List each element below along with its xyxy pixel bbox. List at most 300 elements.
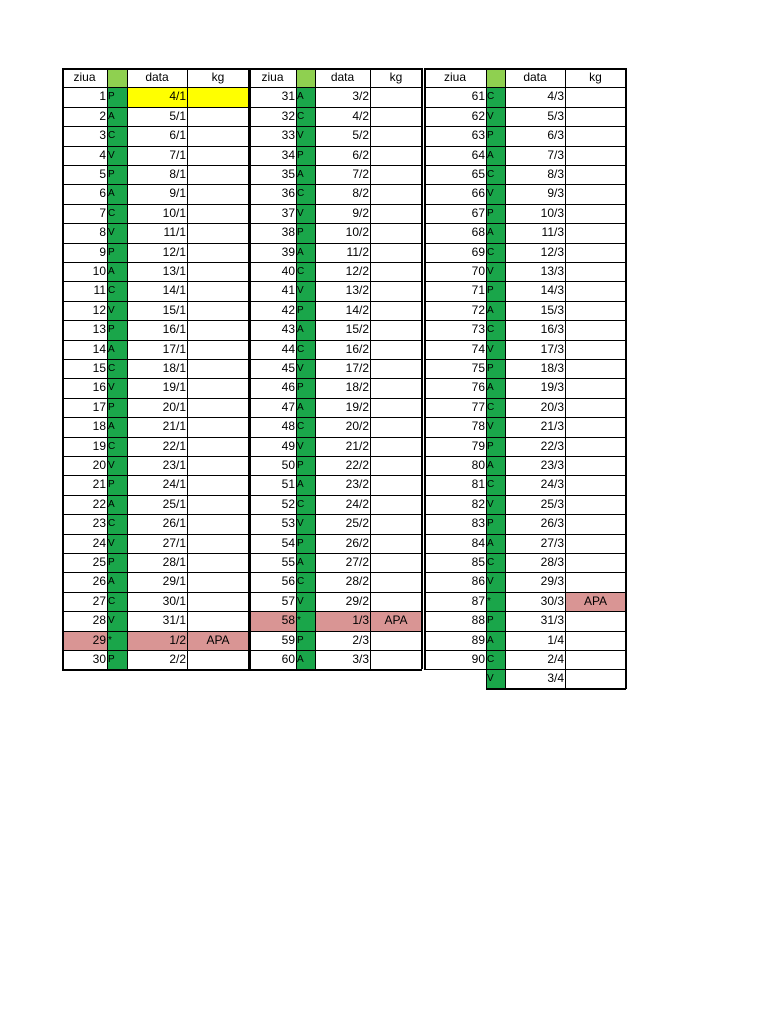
day-number	[424, 669, 486, 688]
kg-cell	[187, 126, 249, 145]
kg-cell	[370, 514, 422, 533]
date-cell: 20/2	[345, 419, 369, 434]
kg-cell	[565, 631, 626, 650]
date-cell: 30/3	[540, 593, 564, 608]
header-date: data	[523, 70, 547, 84]
grid-line	[62, 87, 249, 88]
weekday-marker: A	[107, 262, 127, 281]
header-marker	[296, 68, 315, 87]
date-cell: 5/1	[169, 108, 186, 123]
grid-line	[62, 514, 249, 515]
date-cell: 17/1	[162, 341, 186, 356]
day-number: 75	[471, 361, 485, 375]
grid-line	[107, 68, 108, 669]
day-number: 37	[281, 205, 295, 220]
kg-cell: APA	[187, 631, 249, 650]
date-cell: 16/3	[540, 322, 564, 337]
weekday-marker: V	[486, 495, 505, 514]
grid-line	[62, 475, 249, 476]
kg-cell	[370, 417, 422, 436]
weekday-marker: P	[296, 223, 315, 242]
weekday-marker: P	[296, 301, 315, 320]
day-number: 65	[471, 167, 485, 181]
day-number: 49	[281, 438, 295, 453]
day-number: 42	[281, 302, 295, 317]
date-cell: 21/1	[162, 419, 186, 434]
day-number: 53	[281, 516, 295, 531]
day-number: 41	[281, 283, 295, 298]
weekday-marker: P	[107, 243, 127, 262]
weekday-marker: A	[486, 534, 505, 553]
date-cell: 30/1	[162, 593, 186, 608]
weekday-marker: C	[107, 281, 127, 300]
day-number: 62	[471, 108, 485, 123]
weekday-marker: C	[107, 126, 127, 145]
date-cell: 18/3	[540, 361, 564, 375]
weekday-marker: C	[296, 572, 315, 591]
kg-cell	[370, 534, 422, 553]
grid-line	[505, 68, 506, 689]
weekday-marker: C	[296, 495, 315, 514]
day-number: 77	[471, 399, 485, 414]
kg-cell	[370, 631, 422, 650]
kg-cell	[565, 204, 626, 223]
kg-cell	[187, 475, 249, 494]
kg-cell	[187, 495, 249, 514]
weekday-marker: V	[486, 417, 505, 436]
grid-line	[424, 514, 626, 515]
date-cell: 7/1	[169, 147, 186, 162]
grid-line	[424, 495, 626, 496]
day-number: 39	[281, 244, 295, 259]
grid-line	[62, 398, 249, 399]
day-number: 21	[92, 477, 106, 492]
grid-line	[486, 688, 626, 690]
date-cell: 16/2	[345, 341, 369, 356]
grid-line	[62, 107, 249, 108]
weekday-marker: P	[107, 650, 127, 669]
day-number: 83	[471, 516, 485, 531]
kg-cell	[370, 165, 422, 184]
kg-cell	[187, 378, 249, 397]
day-number: 2	[99, 108, 106, 123]
kg-cell	[565, 359, 626, 378]
date-cell: 4/3	[547, 89, 564, 104]
day-number: 40	[281, 264, 295, 278]
grid-line	[370, 68, 371, 669]
day-number: 16	[92, 380, 106, 395]
weekday-marker: P	[486, 514, 505, 533]
weekday-marker: P	[486, 359, 505, 378]
grid-line	[424, 126, 626, 127]
date-cell: 15/1	[162, 302, 186, 317]
date-cell: 11/3	[541, 225, 564, 240]
day-number: 54	[281, 535, 295, 550]
weekday-marker: C	[486, 650, 505, 669]
grid-line	[249, 398, 422, 399]
kg-cell	[370, 340, 422, 359]
day-number: 71	[471, 283, 485, 298]
day-number: 67	[471, 205, 485, 220]
weekday-marker: C	[107, 514, 127, 533]
weekday-marker: V	[486, 340, 505, 359]
day-number: 13	[92, 322, 106, 337]
kg-cell	[565, 572, 626, 591]
weekday-marker: A	[296, 650, 315, 669]
day-number: 78	[471, 419, 485, 434]
weekday-marker: C	[107, 204, 127, 223]
weekday-marker: P	[486, 611, 505, 630]
grid-line	[62, 572, 249, 573]
grid-line	[249, 611, 422, 612]
day-number: 28	[92, 613, 106, 628]
day-number: 59	[281, 632, 295, 647]
date-cell: 11/2	[346, 244, 369, 259]
grid-line	[127, 68, 128, 669]
weekday-marker: A	[486, 456, 505, 475]
day-number: 76	[471, 380, 485, 395]
grid-line	[249, 262, 422, 263]
kg-cell	[370, 87, 422, 106]
weekday-marker: V	[296, 359, 315, 378]
kg-cell	[370, 456, 422, 475]
grid-line	[62, 262, 249, 263]
kg-cell	[565, 475, 626, 494]
kg-cell	[565, 87, 626, 106]
grid-line	[249, 68, 251, 669]
kg-cell	[565, 262, 626, 281]
day-number: 3	[99, 128, 106, 143]
kg-cell	[187, 572, 249, 591]
grid-line	[249, 378, 422, 379]
date-cell: 12/3	[540, 244, 564, 259]
kg-cell	[187, 223, 249, 242]
day-number: 36	[281, 186, 295, 201]
kg-cell	[370, 262, 422, 281]
date-cell: 28/2	[345, 574, 369, 589]
grid-line	[424, 87, 626, 88]
kg-cell	[370, 320, 422, 339]
date-cell: 3/4	[547, 671, 564, 686]
day-number: 35	[281, 167, 295, 181]
grid-line	[249, 650, 422, 651]
weekday-marker: P	[296, 456, 315, 475]
kg-cell	[565, 126, 626, 145]
day-number: 33	[281, 128, 295, 143]
grid-line	[62, 301, 249, 302]
kg-cell	[370, 243, 422, 262]
date-cell: 19/1	[162, 380, 186, 395]
date-cell: 10/2	[345, 225, 369, 240]
date-cell: 8/3	[547, 167, 564, 181]
day-number: 82	[471, 496, 485, 511]
date-cell: 19/2	[345, 399, 369, 414]
date-cell: 3/3	[352, 652, 369, 666]
date-cell: 9/3	[547, 186, 564, 201]
grid-line	[424, 475, 626, 476]
grid-line	[424, 669, 626, 670]
date-cell: 2/4	[547, 652, 564, 666]
kg-cell	[370, 204, 422, 223]
kg-cell	[370, 184, 422, 203]
grid-line	[62, 553, 249, 554]
day-number: 15	[92, 361, 106, 375]
kg-cell	[370, 126, 422, 145]
grid-line	[424, 301, 626, 302]
kg-cell	[187, 281, 249, 300]
weekday-marker: P	[107, 398, 127, 417]
date-cell: 28/3	[540, 555, 564, 569]
grid-line	[424, 456, 626, 457]
date-cell: 13/3	[540, 264, 564, 278]
kg-cell	[187, 165, 249, 184]
weekday-marker: V	[296, 126, 315, 145]
grid-line	[249, 495, 422, 496]
weekday-marker: P	[296, 378, 315, 397]
grid-line	[249, 107, 422, 108]
kg-cell	[565, 281, 626, 300]
kg-cell	[565, 495, 626, 514]
day-number: 73	[471, 322, 485, 337]
day-number: 81	[471, 477, 485, 492]
day-number: 25	[92, 555, 106, 569]
kg-cell	[370, 107, 422, 126]
grid-line	[424, 107, 626, 108]
weekday-marker: P	[107, 475, 127, 494]
grid-line	[424, 378, 626, 379]
header-marker	[107, 68, 127, 87]
grid-line	[62, 437, 249, 438]
kg-cell	[187, 514, 249, 533]
kg-cell	[565, 398, 626, 417]
date-cell: 8/1	[169, 167, 186, 181]
grid-line	[249, 146, 422, 147]
kg-cell	[565, 146, 626, 165]
grid-line	[424, 417, 626, 418]
date-cell: 4/1	[127, 87, 187, 106]
day-number: 64	[471, 147, 485, 162]
grid-line	[249, 572, 422, 573]
grid-line	[424, 223, 626, 224]
grid-line	[249, 417, 422, 418]
kg-cell	[187, 534, 249, 553]
grid-line	[424, 281, 626, 282]
grid-line	[249, 243, 422, 244]
grid-line	[424, 650, 626, 651]
grid-line	[424, 572, 626, 573]
weekday-marker: *	[296, 611, 315, 630]
kg-cell	[187, 87, 249, 106]
kg-cell	[565, 650, 626, 669]
weekday-marker: C	[107, 437, 127, 456]
day-number: 11	[93, 283, 106, 298]
weekday-marker: P	[107, 165, 127, 184]
kg-cell	[187, 437, 249, 456]
grid-line	[424, 146, 626, 147]
date-cell: 18/1	[162, 361, 186, 375]
date-cell: 6/3	[547, 128, 564, 143]
date-cell: 12/2	[345, 264, 369, 278]
date-cell: 10/1	[162, 205, 186, 220]
day-number: 18	[92, 419, 106, 434]
weekday-marker: A	[296, 398, 315, 417]
header-date: data	[145, 70, 169, 84]
date-cell: 20/3	[540, 399, 564, 414]
kg-cell	[370, 553, 422, 572]
grid-line	[424, 553, 626, 554]
date-cell: 23/1	[162, 458, 186, 472]
grid-line	[296, 68, 297, 669]
grid-line	[424, 359, 626, 360]
grid-line	[187, 68, 188, 669]
grid-line	[249, 223, 422, 224]
grid-line	[424, 165, 626, 166]
weekday-marker: V	[296, 437, 315, 456]
weekday-marker: A	[296, 165, 315, 184]
kg-cell	[187, 417, 249, 436]
weekday-marker: C	[296, 417, 315, 436]
day-number: 57	[281, 593, 295, 608]
grid-line	[424, 437, 626, 438]
weekday-marker: A	[296, 475, 315, 494]
grid-line	[424, 68, 426, 669]
date-cell: 7/2	[352, 167, 369, 181]
weekday-marker: A	[296, 553, 315, 572]
day-number: 61	[471, 89, 485, 104]
grid-line	[62, 146, 249, 147]
date-cell: 23/2	[345, 477, 369, 492]
date-cell: 14/3	[540, 283, 564, 298]
grid-line	[421, 68, 423, 669]
day-number: 43	[281, 322, 295, 337]
day-number: 34	[281, 147, 295, 162]
date-cell: 11/1	[163, 225, 186, 240]
grid-line	[249, 534, 422, 535]
grid-line	[424, 184, 626, 185]
weekday-marker: A	[107, 184, 127, 203]
kg-cell	[187, 204, 249, 223]
date-cell: 17/3	[540, 341, 564, 356]
kg-cell	[187, 398, 249, 417]
kg-cell	[370, 378, 422, 397]
kg-cell	[565, 107, 626, 126]
date-cell: 17/2	[345, 361, 369, 375]
date-cell: 24/3	[540, 477, 564, 492]
date-cell: 9/2	[352, 205, 369, 220]
day-number: 5	[99, 167, 106, 181]
date-cell: 25/2	[345, 516, 369, 531]
grid-line	[424, 320, 626, 321]
kg-cell	[565, 301, 626, 320]
grid-line	[62, 340, 249, 341]
day-number: 7	[99, 205, 106, 220]
kg-cell	[565, 340, 626, 359]
header-date: data	[330, 70, 355, 84]
grid-line	[424, 611, 626, 612]
grid-line	[249, 631, 422, 632]
date-cell: 2/2	[169, 652, 186, 666]
kg-cell	[370, 437, 422, 456]
kg-cell	[370, 495, 422, 514]
day-number: 87	[471, 593, 485, 608]
date-cell: 1/4	[547, 632, 564, 647]
day-number: 24	[92, 535, 106, 550]
grid-line	[424, 262, 626, 263]
schedule-sheet	[62, 68, 627, 694]
grid-line	[62, 456, 249, 457]
date-cell: 23/3	[540, 458, 564, 472]
day-number: 74	[471, 341, 485, 356]
grid-line	[249, 359, 422, 360]
day-number: 72	[471, 302, 485, 317]
weekday-marker: V	[107, 223, 127, 242]
date-cell: 19/3	[540, 380, 564, 395]
kg-cell: APA	[370, 611, 422, 630]
header-kg: kg	[589, 70, 602, 84]
grid-line	[62, 669, 249, 671]
grid-line	[62, 126, 249, 127]
kg-cell	[565, 456, 626, 475]
date-cell: 6/1	[169, 128, 186, 143]
header-kg: kg	[389, 70, 403, 84]
day-number: 52	[281, 496, 295, 511]
date-cell: 25/1	[162, 496, 186, 511]
weekday-marker: P	[486, 126, 505, 145]
date-cell: 27/3	[540, 535, 564, 550]
day-number: 44	[281, 341, 295, 356]
kg-cell	[370, 301, 422, 320]
header-day: ziua	[73, 70, 96, 84]
date-cell: 29/2	[345, 593, 369, 608]
grid-line	[249, 456, 422, 457]
kg-cell	[370, 359, 422, 378]
day-number: 90	[471, 652, 485, 666]
day-number: 63	[471, 128, 485, 143]
weekday-marker: C	[486, 320, 505, 339]
date-cell: 24/1	[162, 477, 186, 492]
grid-line	[249, 126, 422, 127]
grid-line	[62, 417, 249, 418]
date-cell: 22/1	[162, 438, 186, 453]
day-number: 38	[281, 225, 295, 240]
day-number: 10	[92, 264, 106, 278]
date-cell: 22/2	[345, 458, 369, 472]
day-number: 22	[92, 496, 106, 511]
header-marker	[486, 68, 505, 87]
day-number: 55	[281, 555, 295, 569]
grid-line	[249, 204, 422, 205]
day-number: 70	[471, 264, 485, 278]
date-cell: 27/1	[162, 535, 186, 550]
day-number: 66	[471, 186, 485, 201]
weekday-marker: A	[107, 495, 127, 514]
weekday-marker: A	[486, 378, 505, 397]
grid-line	[62, 650, 249, 651]
kg-cell	[370, 650, 422, 669]
grid-line	[249, 301, 422, 302]
date-cell: 1/3	[315, 611, 370, 630]
grid-line	[249, 553, 422, 554]
date-cell: 6/2	[352, 147, 369, 162]
grid-line	[249, 340, 422, 341]
kg-cell	[565, 514, 626, 533]
day-number: 30	[92, 652, 106, 666]
date-cell: 2/3	[352, 632, 369, 647]
grid-line	[62, 165, 249, 166]
day-number: 80	[471, 458, 485, 472]
kg-cell	[187, 650, 249, 669]
date-cell: 8/2	[352, 186, 369, 201]
